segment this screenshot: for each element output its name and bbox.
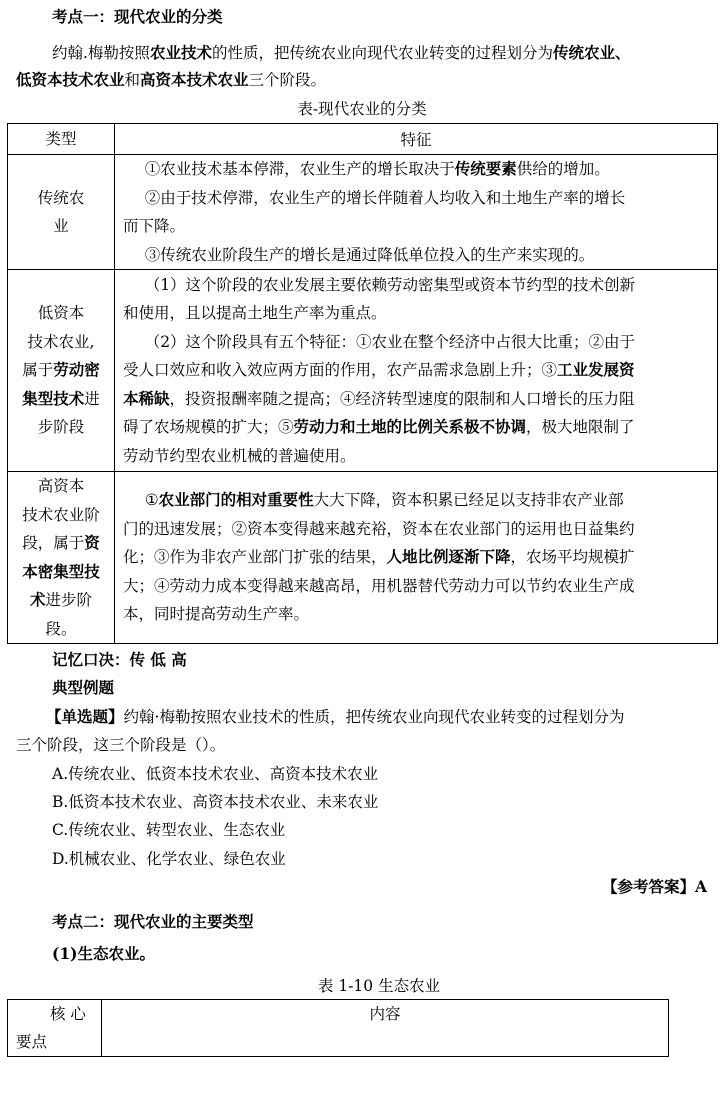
feature-text: 劳动节约型农业机械的普遍使用。 (123, 446, 356, 465)
type-text: 高资本 (37, 477, 85, 495)
type-plain: 段，属于 (22, 534, 85, 552)
feature-para (123, 356, 709, 385)
feature-text: ③传统农业阶段生产的增长是通过降低单位投入的生产来实现的。 (144, 245, 595, 264)
type-text: 段。 (45, 619, 77, 638)
feature-bold: 工业发展资 (557, 360, 635, 380)
question-line-1 (46, 707, 624, 727)
feature-para (123, 413, 709, 442)
intro-bold: 低资本技术农业 (16, 70, 125, 89)
feature-text: （2）这个阶段具有五个特征：①农业在整个经济中占很大比重；②由于 (144, 332, 636, 351)
feature-text: （1）这个阶段的农业发展主要依赖劳动密集型或资本节约型的技术创新 (144, 275, 636, 294)
eco-table (7, 999, 669, 1057)
section-heading: 考点二：现代农业的主要类型 (52, 912, 254, 931)
feature-para (123, 486, 709, 515)
feature-para (123, 271, 709, 300)
feature-para (123, 212, 709, 241)
feature-text: 本，同时提高劳动生产率。 (123, 605, 310, 624)
feature-high-capital (115, 472, 718, 644)
feature-para (123, 515, 709, 544)
type-text (8, 529, 114, 558)
mnemonic: 记忆口决：传 低 高 (52, 650, 187, 669)
feature-text: 大；④劳动力成本变得越来越高昂，用机器替代劳动力可以节约农业生产成 (123, 576, 635, 595)
question-tag: 【单选题】 (46, 707, 124, 726)
type-bold: 术 (29, 590, 46, 609)
subsection-heading: (1)生态农业。 (52, 944, 155, 963)
intro-text: 约翰.梅勒按照 (52, 44, 150, 62)
feature-text: 大大下降，资本积累已经足以支持非农产业部 (313, 491, 624, 510)
feature-text: ②由于技术停滞，农业生产的增长伴随着人均收入和土地生产率的增长 (144, 188, 626, 207)
feature-bold: 农业部门的相对重要性 (158, 490, 314, 510)
feature-text: 供给的增加。 (516, 160, 610, 178)
option-d: D.机械农业、化学农业、绿色农业 (52, 850, 286, 868)
header-content: 内容 (102, 1000, 669, 1057)
table-header-row (8, 124, 718, 155)
type-text (8, 356, 114, 385)
table-header-row (8, 1000, 669, 1057)
feature-para (123, 241, 709, 270)
type-plain: 属于 (22, 361, 54, 380)
feature-low-capital (115, 270, 718, 472)
feature-para (123, 328, 709, 357)
question-text: 约翰·梅勒按照农业技术的性质，把传统农业向现代农业转变的过程划分为 (123, 708, 625, 726)
type-text: 技术农业阶 (22, 505, 100, 524)
table-row (8, 155, 718, 270)
feature-text: 受人口效应和收入效应两方面的作用，农产品需求急剧上升；③ (123, 361, 558, 380)
intro-text: 和 (124, 71, 141, 89)
feature-para (123, 442, 709, 471)
intro-text: 三个阶段。 (248, 71, 327, 89)
feature-para (123, 543, 709, 572)
intro-line-1 (52, 43, 630, 63)
intro-bold: 传统农业、 (552, 43, 631, 62)
table-caption: 表 1-10 生态农业 (317, 977, 441, 995)
feature-para (123, 155, 709, 184)
type-bold: 资 (84, 533, 100, 552)
table-caption: 表-现代农业的分类 (297, 100, 427, 118)
type-text (8, 586, 114, 615)
feature-text: 和使用，且以提高土地生产率为重点。 (123, 304, 387, 323)
feature-traditional (115, 155, 718, 270)
feature-text: ，投资报酬率随之提高；④经济转型速度的限制和人口增长的压力阻 (169, 389, 635, 408)
type-text: 传统农 (37, 188, 85, 207)
type-plain: 进 (84, 389, 100, 408)
feature-bold: 本稀缺 (123, 388, 170, 408)
header-feature: 特征 (115, 124, 718, 155)
type-plain: 进步阶 (45, 591, 93, 609)
answer: 【参考答案】A (601, 877, 707, 896)
type-high-capital (8, 472, 115, 644)
feature-text: ① (144, 491, 159, 510)
header-core-text: 要点 (16, 1033, 48, 1051)
option-b: B.低资本技术农业、高资本技术农业、未来农业 (52, 793, 379, 811)
intro-bold: 农业技术 (149, 43, 212, 62)
option-a: A.传统农业、低资本技术农业、高资本技术农业 (52, 765, 379, 783)
feature-para (123, 600, 709, 629)
intro-text: 的性质，把传统农业向现代农业转变的过程划分为 (211, 44, 553, 62)
feature-bold: 传统要素 (454, 159, 517, 178)
header-type: 类型 (8, 124, 115, 155)
header-core (8, 1000, 102, 1057)
table-row (8, 472, 718, 644)
feature-para (123, 184, 709, 213)
type-low-capital (8, 270, 115, 472)
feature-text: 而下降。 (123, 217, 186, 235)
option-c: C.传统农业、转型农业、生态农业 (52, 821, 286, 839)
feature-para (123, 299, 709, 328)
feature-para (123, 572, 709, 601)
question-line-2: 三个阶段，这三个阶段是（）。 (16, 736, 226, 754)
intro-line-2 (16, 70, 326, 90)
feature-text: 门的迅速发展；②资本变得越来越充裕，资本在农业部门的运用也日益集约 (123, 519, 635, 538)
table-row (8, 270, 718, 472)
feature-para (123, 385, 709, 414)
type-bold: 劳动密 (53, 360, 100, 380)
type-text: 业 (53, 217, 69, 235)
type-text: 技术农业, (27, 332, 95, 351)
feature-text: ①农业技术基本停滞，农业生产的增长取决于 (144, 160, 455, 178)
feature-text: 化；③作为非农产业部门扩张的结果， (123, 548, 387, 567)
feature-bold: 人地比例逐渐下降 (386, 547, 511, 567)
type-text (8, 385, 114, 414)
type-traditional (8, 155, 115, 270)
type-text: 步阶段 (37, 418, 85, 437)
section-heading: 考点一：现代农业的分类 (52, 7, 223, 26)
type-bold: 集型技术 (22, 388, 85, 408)
intro-bold: 高资本技术农业 (140, 70, 249, 89)
feature-bold: 劳动力和土地的比例关系极不协调 (293, 417, 527, 437)
feature-text: 碍了农场规模的扩大；⑤ (123, 418, 294, 437)
example-heading: 典型例题 (52, 678, 115, 697)
feature-text: ，极大地限制了 (526, 418, 635, 437)
feature-text: ，农场平均规模扩 (510, 548, 635, 567)
type-text: 低资本 (37, 304, 85, 323)
header-core-text: 核 心 (50, 1005, 86, 1023)
classification-table (7, 123, 718, 644)
type-text: 本密集型技 (22, 561, 100, 581)
